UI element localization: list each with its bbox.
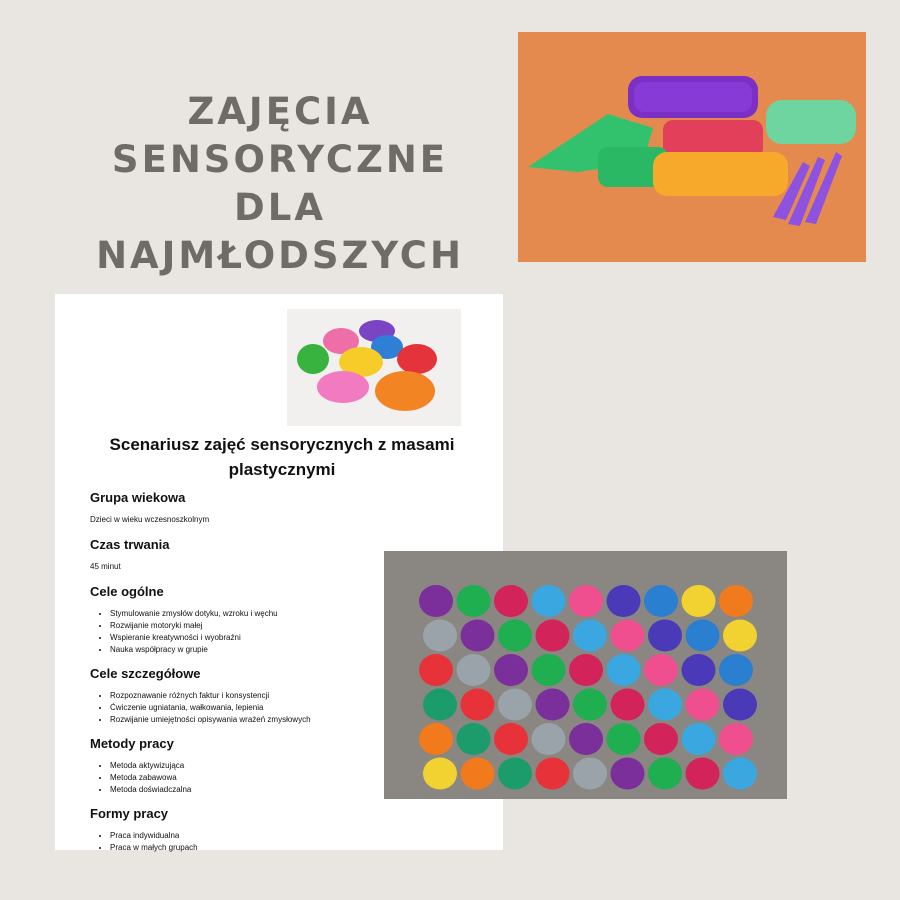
dough-ball xyxy=(532,723,566,755)
section-title-specific-goals: Cele szczegółowe xyxy=(90,666,201,681)
dough-ball xyxy=(611,689,645,721)
dough-ball xyxy=(644,723,678,755)
work-forms-list xyxy=(90,830,490,854)
dough-ball xyxy=(723,620,757,652)
title-line: NAJMŁODSZYCH xyxy=(96,234,464,277)
dough-ball xyxy=(419,723,453,755)
title-line: DLA xyxy=(234,186,326,229)
dough-ball xyxy=(457,654,491,686)
section-title-methods: Metody pracy xyxy=(90,736,174,751)
dough-ball xyxy=(536,758,570,790)
dough-ball xyxy=(719,654,753,686)
dough-ball xyxy=(719,585,753,617)
dough-ball xyxy=(611,620,645,652)
dough-ball xyxy=(498,689,532,721)
dough-ball xyxy=(573,758,607,790)
dough-ball xyxy=(569,654,603,686)
list-item: • Praca indywidualna xyxy=(110,830,490,842)
list-item: • Rozpoznawanie różnych faktur i konsystencji xyxy=(110,690,490,702)
dough-ball xyxy=(607,654,641,686)
dough-ball xyxy=(498,758,532,790)
list-item: • Metoda doświadczalna xyxy=(110,784,490,796)
section-title-general-goals: Cele ogólne xyxy=(90,584,164,599)
dough-ball xyxy=(644,585,678,617)
document-heading: Scenariusz zajęć sensorycznych z masami plastycznymi xyxy=(109,435,455,479)
section-title-age-group: Grupa wiekowa xyxy=(90,490,186,505)
list-item: • Ćwiczenie ugniatania, wałkowania, lepienia xyxy=(110,702,490,714)
dough-ball xyxy=(686,758,720,790)
dough-ball xyxy=(423,620,457,652)
dough-ball xyxy=(569,585,603,617)
dough-ball xyxy=(419,654,453,686)
clay-lumps-illustration xyxy=(287,309,461,426)
dough-ball xyxy=(686,620,720,652)
dough-ball xyxy=(494,723,528,755)
dough-ball xyxy=(423,758,457,790)
foam-clay-illustration xyxy=(518,32,866,262)
dough-ball xyxy=(494,654,528,686)
dough-ball xyxy=(719,723,753,755)
dough-ball xyxy=(607,723,641,755)
dough-ball xyxy=(648,689,682,721)
dough-ball xyxy=(494,585,528,617)
dough-ball xyxy=(461,689,495,721)
dough-ball xyxy=(723,758,757,790)
dough-ball xyxy=(419,585,453,617)
title-line: ZAJĘCIA xyxy=(187,90,373,133)
section-text-age-group: Dzieci w wieku wczesnoszkolnym xyxy=(90,515,210,524)
section-text-duration: 45 minut xyxy=(90,562,121,571)
section-title-duration: Czas trwania xyxy=(90,537,170,552)
dough-ball xyxy=(723,689,757,721)
section-title-work-forms: Formy pracy xyxy=(90,806,169,821)
dough-ball xyxy=(536,620,570,652)
list-item: • Metoda aktywizująca xyxy=(110,760,490,772)
list-item: • Rozwijanie motoryki małej xyxy=(110,620,490,632)
page-title xyxy=(70,88,490,280)
dough-ball xyxy=(532,585,566,617)
dough-balls-illustration xyxy=(384,551,787,799)
list-item: • Wspieranie kreatywności i wyobraźni xyxy=(110,632,490,644)
dough-ball xyxy=(498,620,532,652)
foam-clay-photo xyxy=(518,32,866,262)
dough-ball xyxy=(423,689,457,721)
clay-photo xyxy=(287,309,461,426)
dough-ball xyxy=(611,758,645,790)
dough-ball xyxy=(573,620,607,652)
title-line: SENSORYCZNE xyxy=(111,138,449,181)
dough-ball xyxy=(536,689,570,721)
dough-ball xyxy=(607,585,641,617)
dough-ball xyxy=(457,723,491,755)
dough-ball xyxy=(461,620,495,652)
dough-ball xyxy=(682,654,716,686)
dough-ball xyxy=(644,654,678,686)
dough-ball xyxy=(457,585,491,617)
dough-ball xyxy=(686,689,720,721)
dough-ball xyxy=(682,585,716,617)
dough-balls-photo xyxy=(384,551,787,799)
dough-ball xyxy=(461,758,495,790)
dough-ball xyxy=(648,758,682,790)
dough-ball xyxy=(682,723,716,755)
list-item: • Stymulowanie zmysłów dotyku, wzroku i węchu xyxy=(110,608,490,620)
list-item: • Metoda zabawowa xyxy=(110,772,490,784)
list-item: • Rozwijanie umiejętności opisywania wrażeń zmysłowych xyxy=(110,714,490,726)
dough-ball xyxy=(532,654,566,686)
dough-ball xyxy=(573,689,607,721)
list-item: • Praca w małych grupach xyxy=(110,842,490,854)
dough-ball xyxy=(569,723,603,755)
list-item: • Nauka współpracy w grupie xyxy=(110,644,490,656)
dough-ball xyxy=(648,620,682,652)
